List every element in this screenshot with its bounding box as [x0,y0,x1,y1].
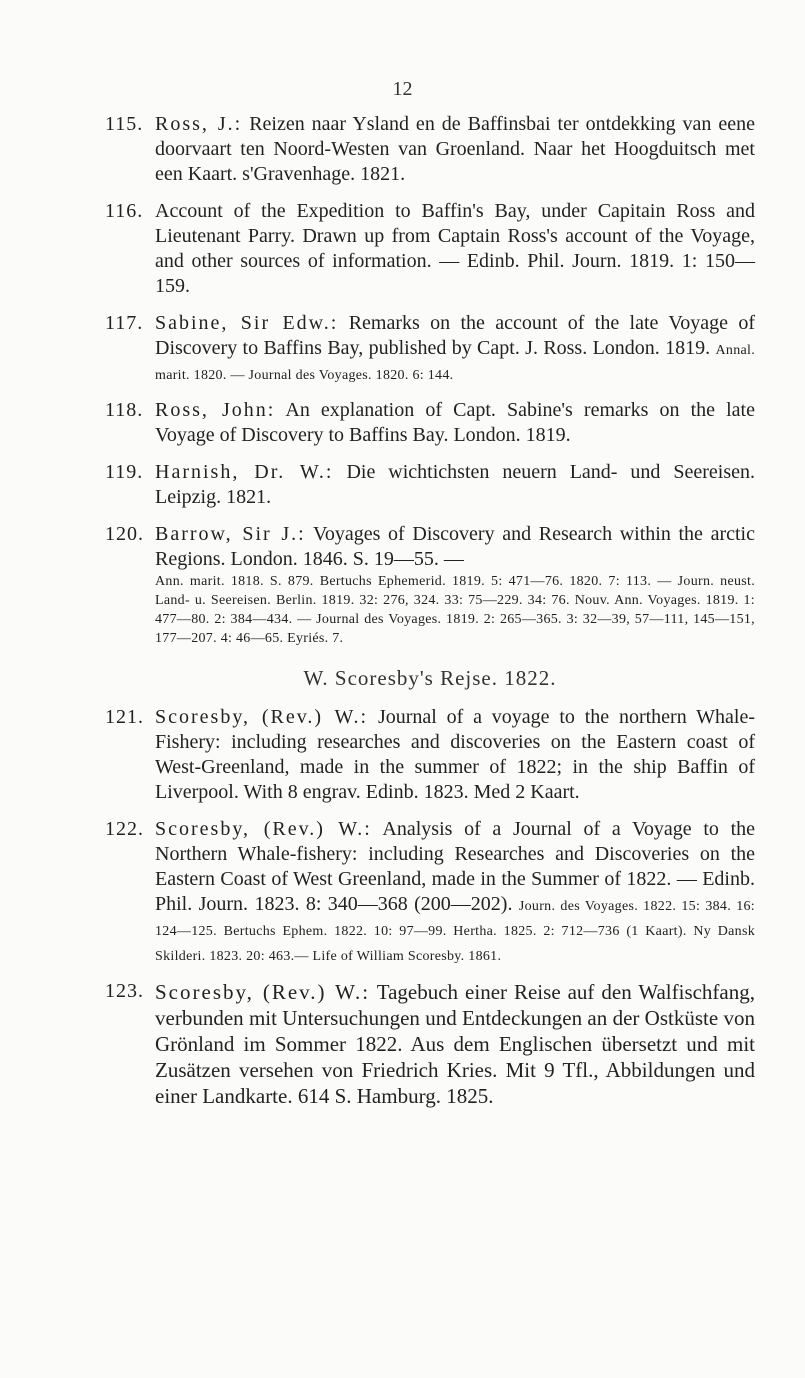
bibliography-entry-123 [105,979,755,1109]
entry-author: Ross, John: [155,399,276,421]
bibliography-entry-119 [105,460,755,510]
entry-text [155,112,755,187]
bibliography-entry-115 [105,112,755,187]
entry-text [155,460,755,510]
entry-title: Account of the Expedition to Baffin's Bay, under Capitain Ross and Lieutenant Parry. Drawn up from Captain Ross's account of the Voyage, and other sources of information. — Edinb. Phil. Journ. 1819. 1: 150—159. [155,200,755,297]
entry-author: Harnish, Dr. W.: [155,461,334,483]
entry-number: 117. [105,312,144,334]
entry-title: Analysis of a Journal of a Voyage to the Northern Whale-fishery: including Researches and Discoveries on the Eastern Coast of West Greenland, made in the Summer of 1822. — Edinb. Phil. Journ. 1823. 8: 340—368 (200—202). [155,818,755,915]
entry-text [155,398,755,448]
entry-author: Scoresby, (Rev.) W.: [155,706,369,728]
entry-references: Journ. des Voyages. 1822. 15: 384. 16: 124—125. Bertuchs Ephem. 1822. 10: 97—99. Hertha. 1825. 2: 712—736 (1 Kaart). Ny Dansk Skilderi. 1823. 20: 463.— Life of William Scoresby. 1861. [155,899,755,964]
entry-author: Ross, J.: [155,113,243,135]
entry-text [155,817,755,967]
entry-number: 115. [105,113,144,135]
entry-author: Scoresby, (Rev.) W.: [155,980,371,1004]
entry-text [155,199,755,299]
bibliography-entry-120 [105,522,755,648]
entry-references: Annal. marit. 1820. — Journal des Voyages. 1820. 6: 144. [155,343,756,383]
entry-author: Barrow, Sir J.: [155,523,306,545]
entry-title: Die wichtichsten neuern Land- und Seereisen. Leipzig. 1821. [155,461,756,508]
entry-number: 122. [105,818,144,840]
entry-text [155,705,755,805]
entry-text [155,979,755,1109]
page-number: 12 [392,78,413,100]
entry-title: Tagebuch einer Reise auf den Walfischfang, verbunden mit Untersuchungen und Entdeckungen an der Ostküste von Grönland im Sommer 1822. Aus dem Englischen übersetzt und mit Zusätzen versehen von Friedrich Kries. Mit 9 Tfl., Abbildungen und einer Landkarte. 614 S. Hamburg. 1825. [155,980,755,1108]
section-heading: W. Scoresby's Rejse. 1822. [303,666,557,690]
bibliography-entry-122 [105,817,755,967]
bibliography-entry-121 [105,705,755,805]
entry-title: An explanation of Capt. Sabine's remarks on the late Voyage of Discovery to Baffins Bay. London. 1819. [155,399,755,446]
entry-number: 120. [105,523,144,545]
bibliography-list [105,112,755,1121]
entry-references: Ann. marit. 1818. S. 879. Bertuchs Ephemerid. 1819. 5: 471—76. 1820. 7: 113. — Journ. neust. Land- u. Seereisen. Berlin. 1819. 32: 276, 324. 33: 75—229. 34: 76. Nouv. Ann. Voyages. 1819. 1: 477—80. 2: 384—434. — Journal des Voyages. 1819. 2: 265—365. 3: 32—39, 57—111, 145—151, 177—207. 4: 46—65. Eyriés. 7. [155,574,755,646]
entry-number: 118. [105,399,144,421]
bibliography-entry-117 [105,311,755,386]
entry-author: Scoresby, (Rev.) W.: [155,818,372,840]
entry-title: Remarks on the account of the late Voyage of Discovery to Baffins Bay, published by Capt. J. Ross. London. 1819. [155,312,756,359]
entry-text [155,311,755,386]
bibliography-entry-118 [105,398,755,448]
entry-title: Journal of a voyage to the northern Whale-Fishery: including researches and discoveries on the Eastern coast of West-Greenland, made in the summer of 1822; in the ship Baffin of Liverpool. With 8 engrav. Edinb. 1823. Med 2 Kaart. [155,706,756,803]
entry-number: 116. [105,200,144,222]
entry-title: Reizen naar Ysland en de Baffinsbai ter ontdekking van eene doorvaart ten Noord-Westen van Groenland. Naar het Hoogduitsch met een Kaart. s'Gravenhage. 1821. [155,113,756,185]
entry-number: 123. [105,980,144,1002]
entry-number: 119. [105,461,144,483]
entry-title: Voyages of Discovery and Research within the arctic Regions. London. 1846. S. 19—55. — [155,523,755,570]
bibliography-entry-116 [105,199,755,299]
entry-author: Sabine, Sir Edw.: [155,312,339,334]
entry-text [155,522,755,572]
entry-number: 121. [105,706,144,728]
